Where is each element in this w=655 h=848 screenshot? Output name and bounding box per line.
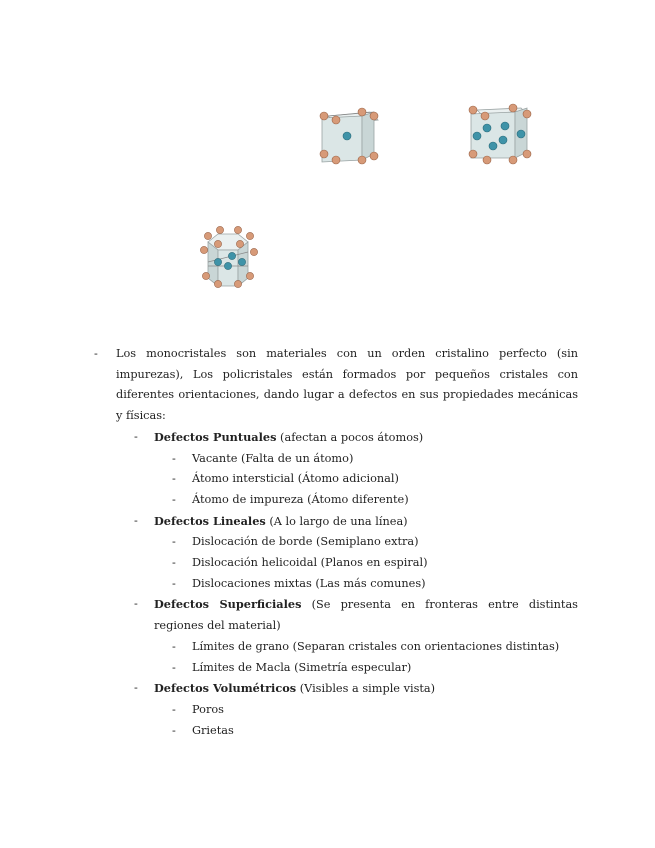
list-dash: - — [172, 639, 176, 653]
list-dash: - — [172, 556, 176, 570]
list-item-text: Átomo de impureza (Átomo diferente) — [192, 492, 409, 506]
list-dash: - — [134, 429, 138, 443]
list-item-text: Vacante (Falta de un átomo) — [192, 451, 354, 465]
defects-list — [94, 344, 578, 741]
fcc-crystal-icon — [463, 100, 535, 168]
list-item — [94, 449, 578, 470]
list-item-text: Dislocación de borde (Semiplano extra) — [192, 535, 419, 549]
list-item-text: Límites de Macla (Simetría especular) — [192, 660, 412, 674]
list-dash: - — [94, 347, 98, 360]
list-dash: - — [134, 597, 138, 611]
list-item-text: Átomo intersticial (Átomo adicional) — [192, 472, 399, 486]
list-item — [94, 553, 578, 574]
group-title: Defectos Lineales — [154, 513, 266, 528]
list-item-text: Grietas — [192, 723, 234, 737]
intro-text: Los monocristales son materiales con un orden cristalino perfecto (sin impurezas), Los policristales están formados por pequeños cristales con diferentes orientaciones, dando lugar a defectos en sus propiedades mecánicas y físicas: — [116, 347, 578, 423]
list-item — [94, 532, 578, 553]
group-description: (afectan a pocos átomos) — [276, 430, 424, 444]
list-item — [94, 721, 578, 742]
list-item-text: Dislocaciones mixtas (Las más comunes) — [192, 576, 426, 590]
list-item — [94, 469, 578, 490]
defect-group-superficiales — [94, 594, 578, 636]
group-title: Defectos Superficiales — [154, 597, 302, 612]
list-dash: - — [172, 472, 176, 486]
list-dash: - — [134, 513, 138, 527]
defect-group-puntuales — [94, 427, 578, 449]
defect-group-lineales — [94, 511, 578, 533]
list-item-text: Dislocación helicoidal (Planos en espiral) — [192, 556, 428, 570]
list-item — [94, 574, 578, 595]
list-item — [94, 637, 578, 658]
bcc-crystal-icon — [314, 104, 384, 170]
group-description: (Visibles a simple vista) — [296, 682, 436, 696]
list-dash: - — [172, 535, 176, 549]
list-item-text: Poros — [192, 702, 224, 716]
list-dash: - — [172, 492, 176, 506]
hcp-crystal-icon — [196, 222, 266, 294]
list-dash: - — [172, 702, 176, 716]
list-dash: - — [172, 451, 176, 465]
defect-group-volumetricos — [94, 678, 578, 700]
list-dash: - — [134, 681, 138, 695]
list-dash: - — [172, 576, 176, 590]
group-description: (Se presenta en fronteras entre distintas regiones del material) — [154, 598, 578, 633]
group-title: Defectos Puntuales — [154, 429, 277, 444]
group-title: Defectos Volumétricos — [154, 681, 297, 696]
intro-paragraph — [94, 344, 578, 427]
list-dash: - — [172, 660, 176, 674]
list-item-text: Límites de grano (Separan cristales con orientaciones distintas) — [192, 639, 560, 653]
group-description: (A lo largo de una línea) — [265, 514, 408, 528]
list-item — [94, 700, 578, 721]
list-item — [94, 658, 578, 679]
list-dash: - — [172, 723, 176, 737]
list-item — [94, 490, 578, 511]
